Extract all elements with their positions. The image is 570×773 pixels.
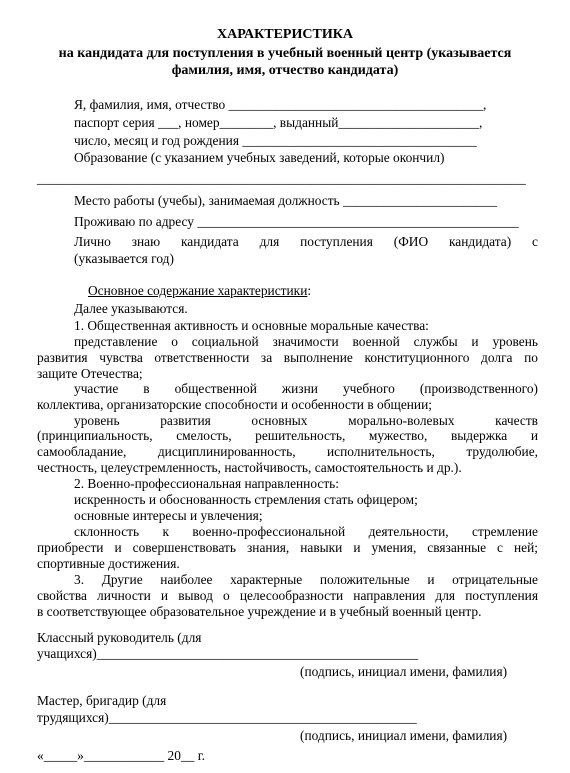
field-education: Образование (с указанием учебных заведений, которые окончил): [74, 150, 445, 165]
signature-2-line: трудящихся)______________________________________________: [37, 710, 417, 725]
section-heading-text: Основное содержание характеристики: [88, 283, 308, 298]
paragraph-1b-line-2: коллектива, организаторские способности и особенности в общении;: [37, 397, 432, 412]
field-education-blank-line: _________________________________________________________________________: [37, 171, 526, 186]
field-address: Проживаю по адресу ________________________________________________: [74, 214, 519, 229]
paragraph-1a-line-1: представление о социальной значимости военной службы и уровень: [74, 334, 538, 349]
section-heading: [88, 283, 311, 299]
field-acquaintance-line-2: (указывается год): [74, 251, 174, 266]
field-workplace: Место работы (учебы), занимаемая должность _______________________: [74, 193, 498, 208]
field-passport: паспорт серия ___, номер________, выданный_____________________,: [74, 115, 483, 130]
document-title: ХАРАКТЕРИСТИКА: [217, 27, 353, 42]
date-line: «_____»____________ 20__ г.: [37, 748, 206, 763]
paragraph-1c-line-2: (принципиальность, смелость, решительность, мужество, выдержка и: [37, 428, 538, 443]
paragraph-2a: искренность и обоснованность стремления стать офицером;: [74, 492, 418, 507]
signature-1-caption: (подпись, инициал имени, фамилия): [300, 664, 508, 679]
paragraph-1c-line-1: уровень развития основных морально-волевых качеств: [74, 413, 538, 428]
signature-2-caption: (подпись, инициал имени, фамилия): [300, 728, 508, 743]
paragraph-2-heading: 2. Военно-профессиональная направленность:: [74, 476, 339, 491]
signature-1-line: учащихся)________________________________________________: [37, 646, 419, 661]
field-fio: Я, фамилия, имя, отчество ______________________________________,: [74, 97, 487, 112]
paragraph-1c-line-4: честность, целеустремленность, настойчивость, самостоятельность и др.).: [37, 460, 462, 475]
paragraph-2b: основные интересы и увлечения;: [74, 508, 263, 523]
signature-1-label: Классный руководитель (для: [37, 630, 202, 645]
paragraph-1-heading: 1. Общественная активность и основные моральные качества:: [74, 318, 429, 333]
paragraph-2c-line-3: спортивные достижения.: [37, 556, 180, 571]
paragraph-3-line-2: свойства личности и вывод о целесообразности направления для поступления: [37, 588, 538, 603]
paragraph-2c-line-2: приобрести и совершенствовать знания, навыки и умения, связанные с ней;: [37, 540, 538, 555]
paragraph-1a-line-2: развития чувства ответственности за выполнение конституционного долга по: [37, 350, 538, 365]
paragraph-1a-line-3: защите Отечества;: [37, 366, 143, 381]
section-heading-colon: :: [307, 283, 312, 298]
signature-2-label: Мастер, бригадир (для: [37, 693, 167, 708]
paragraph-1c-line-3: самообладание, дисциплинированность, исполнительность, трудолюбие,: [37, 444, 538, 459]
paragraph-1b-line-1: участие в общественной жизни учебного (производственного): [74, 381, 538, 396]
paragraph-intro: Далее указываются.: [74, 301, 188, 316]
document-subtitle-line-1: на кандидата для поступления в учебный военный центр (указывается: [58, 46, 512, 61]
paragraph-2c-line-1: склонность к военно-профессиональной деятельности, стремление: [74, 524, 538, 539]
field-acquaintance-line-1: Лично знаю кандидата для поступления (ФИО кандидата) с: [74, 234, 538, 249]
paragraph-3-line-1: 3. Другие наиболее характерные положительные и отрицательные: [74, 572, 538, 587]
paragraph-3-line-3: в соответствующее образовательное учреждение и в учебный военный центр.: [37, 604, 482, 619]
document-subtitle-line-2: фамилия, имя, отчество кандидата): [171, 63, 399, 78]
field-birth-date: число, месяц и год рождения ___________________________________: [74, 133, 477, 148]
